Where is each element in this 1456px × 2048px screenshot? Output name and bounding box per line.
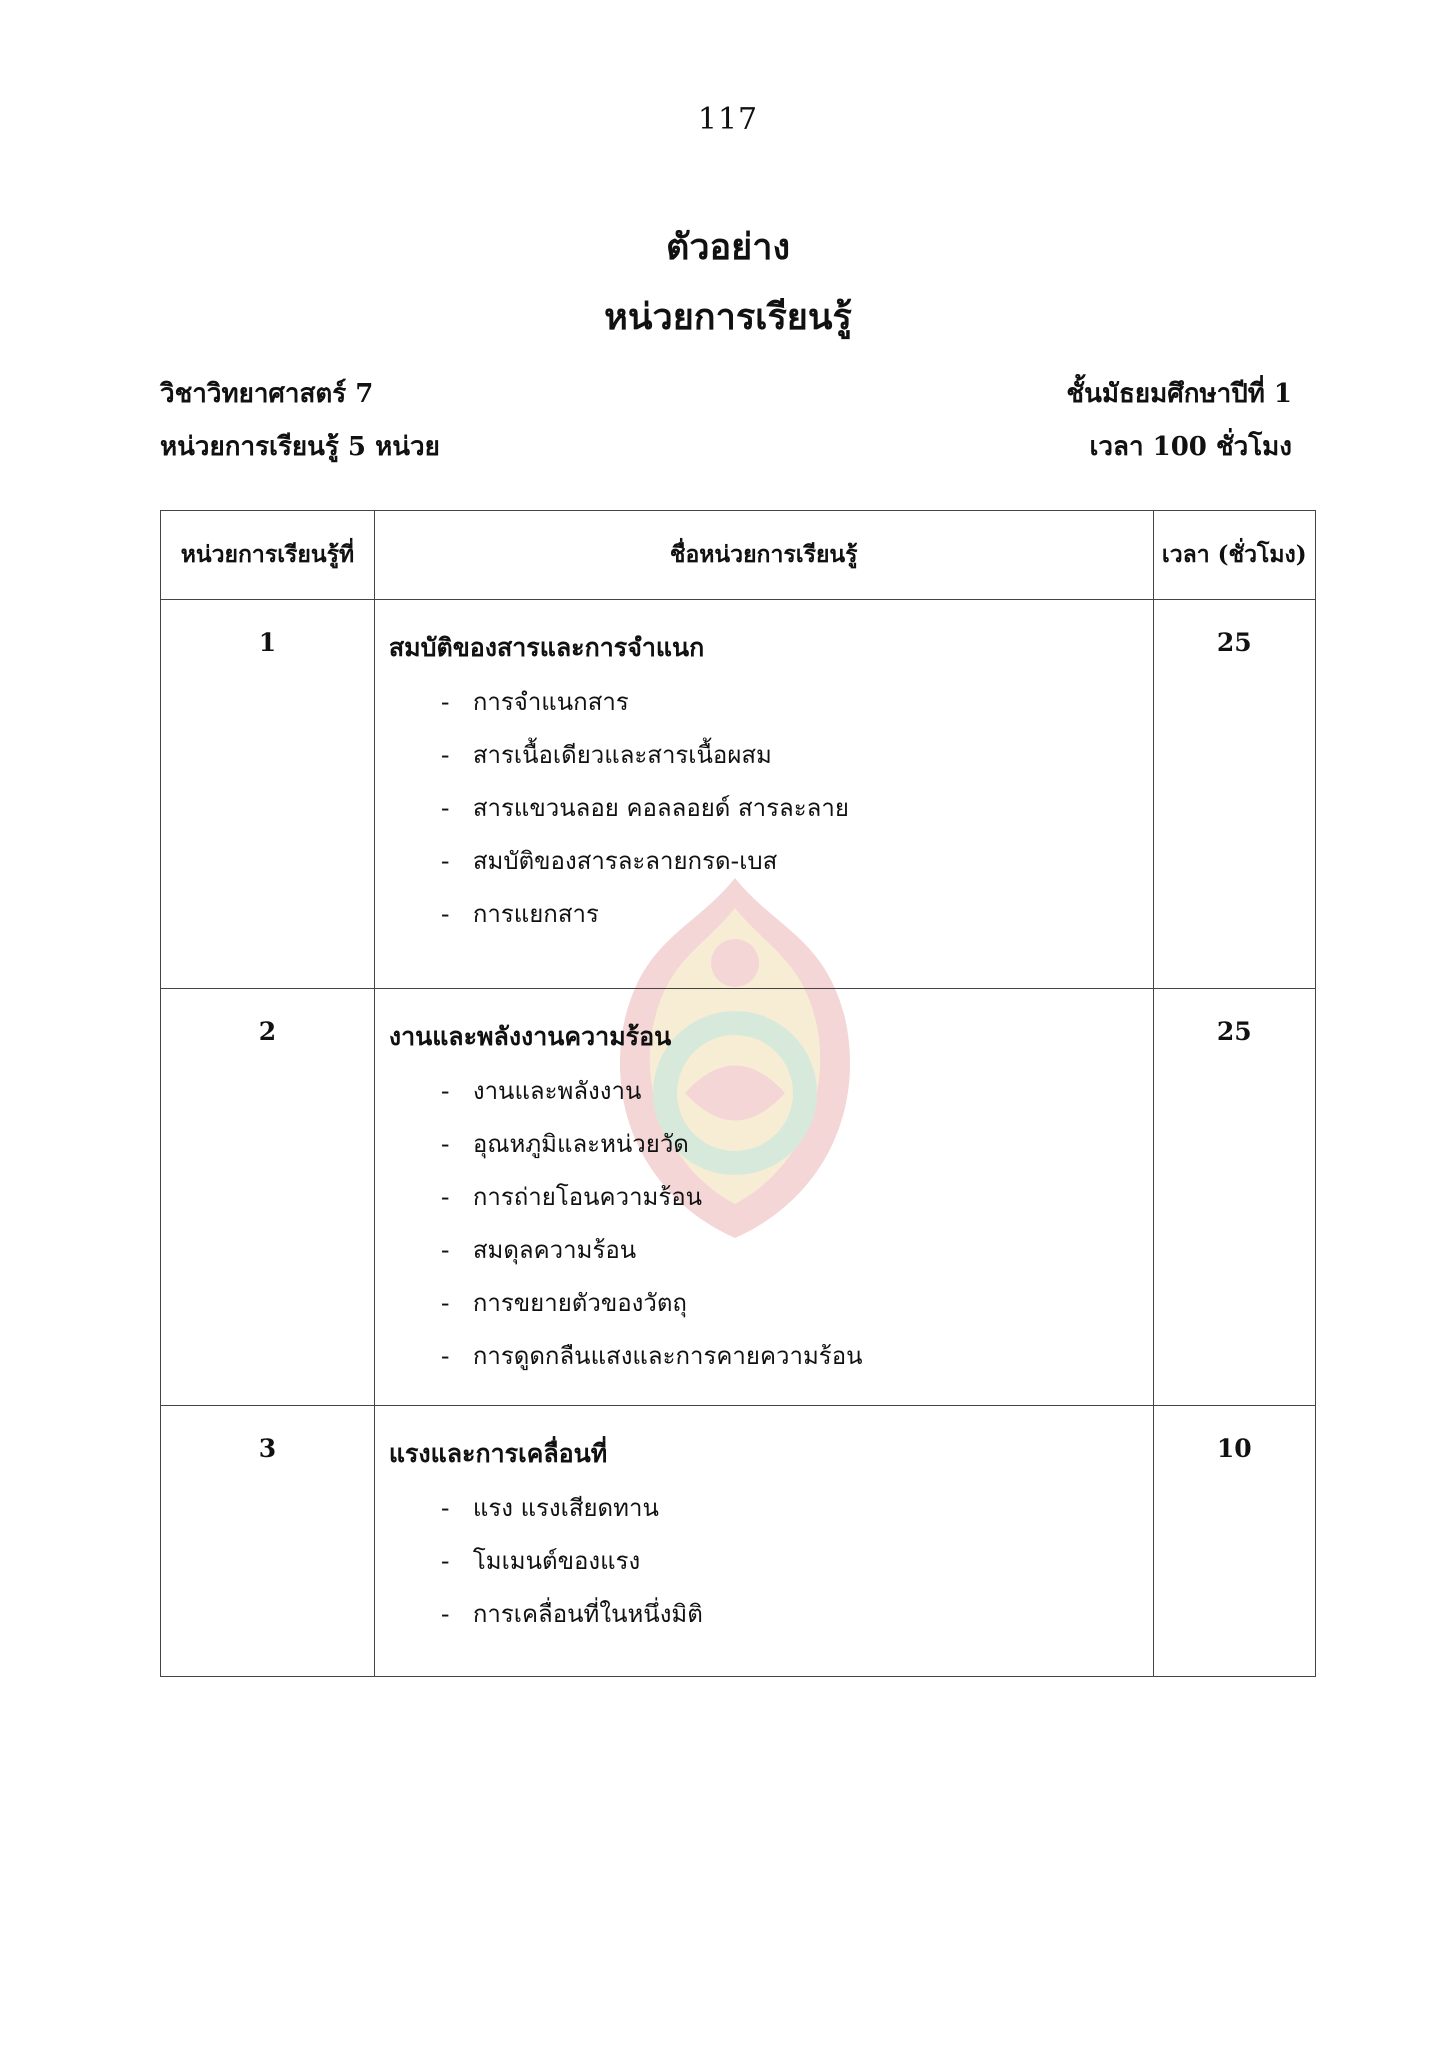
unit-title: สมบัติของสารและการจำแนก <box>388 633 705 662</box>
list-item <box>441 682 1141 735</box>
list-item <box>441 1594 1141 1647</box>
unit-cell <box>374 600 1153 989</box>
topic-text: สมดุลความร้อน <box>472 1236 637 1264</box>
bullet-dash: - <box>440 847 450 875</box>
list-item <box>441 894 1141 947</box>
topic-text: สารแขวนลอย คอลลอยด์ สารละลาย <box>472 794 849 822</box>
topic-text: โมเมนต์ของแรง <box>472 1547 641 1575</box>
bullet-dash: - <box>440 794 450 822</box>
bullet-dash: - <box>440 1342 450 1370</box>
unit-number: 2 <box>161 989 375 1406</box>
topic-text: การแยกสาร <box>472 900 599 928</box>
list-item <box>441 1336 1141 1389</box>
unit-cell <box>374 989 1153 1406</box>
total-time-label: เวลา 100 ชั่วโมง <box>1089 432 1292 462</box>
unit-cell <box>374 1406 1153 1677</box>
topic-list <box>389 1071 1141 1389</box>
table-header-row <box>161 511 1316 600</box>
list-item <box>441 735 1141 788</box>
bullet-dash: - <box>440 1289 450 1317</box>
header-hours: เวลา (ชั่วโมง) <box>1153 511 1316 600</box>
unit-number: 3 <box>161 1406 375 1677</box>
list-item <box>441 1283 1141 1336</box>
header-unit-name: ชื่อหน่วยการเรียนรู้ <box>374 511 1153 600</box>
list-item <box>441 1177 1141 1230</box>
list-item <box>441 1488 1141 1541</box>
topic-text: อุณหภูมิและหน่วยวัด <box>472 1130 689 1158</box>
topic-text: สารเนื้อเดียวและสารเนื้อผสม <box>472 741 772 769</box>
bullet-dash: - <box>440 1600 450 1628</box>
topic-list <box>389 1488 1141 1647</box>
list-item <box>441 1541 1141 1594</box>
subject-label: วิชาวิทยาศาสตร์ 7 <box>160 379 374 409</box>
topic-text: แรง แรงเสียดทาน <box>472 1494 659 1522</box>
header-unit-no: หน่วยการเรียนรู้ที่ <box>161 511 375 600</box>
unit-number: 1 <box>161 600 375 989</box>
unit-hours: 10 <box>1153 1406 1316 1677</box>
unit-title: แรงและการเคลื่อนที่ <box>388 1439 608 1468</box>
table-row <box>161 1406 1316 1677</box>
topic-text: การจำแนกสาร <box>472 688 629 716</box>
bullet-dash: - <box>440 1494 450 1522</box>
bullet-dash: - <box>440 1547 450 1575</box>
topic-text: การถ่ายโอนความร้อน <box>472 1183 703 1211</box>
topic-text: การขยายตัวของวัตถุ <box>472 1289 687 1317</box>
topic-text: งานและพลังงาน <box>472 1077 642 1105</box>
list-item <box>441 1071 1141 1124</box>
grade-label: ชั้นมัธยมศึกษาปีที่ 1 <box>1066 379 1292 409</box>
topic-text: การดูดกลืนแสงและการคายความร้อน <box>472 1342 863 1370</box>
table-row <box>161 989 1316 1406</box>
page-subtitle: หน่วยการเรียนรู้ <box>604 296 852 338</box>
unit-title: งานและพลังงานความร้อน <box>388 1022 672 1051</box>
list-item <box>441 1124 1141 1177</box>
page-number: 117 <box>697 102 759 137</box>
unit-hours: 25 <box>1153 600 1316 989</box>
units-count-label: หน่วยการเรียนรู้ 5 หน่วย <box>160 432 440 462</box>
topic-text: สมบัติของสารละลายกรด-เบส <box>472 847 778 875</box>
bullet-dash: - <box>440 688 450 716</box>
unit-hours: 25 <box>1153 989 1316 1406</box>
bullet-dash: - <box>440 1183 450 1211</box>
topic-list <box>389 682 1141 947</box>
page-title: ตัวอย่าง <box>665 226 791 268</box>
list-item <box>441 1230 1141 1283</box>
list-item <box>441 841 1141 894</box>
bullet-dash: - <box>440 741 450 769</box>
table-row <box>161 600 1316 989</box>
bullet-dash: - <box>440 900 450 928</box>
bullet-dash: - <box>440 1236 450 1264</box>
bullet-dash: - <box>440 1130 450 1158</box>
units-table <box>160 510 1316 1677</box>
list-item <box>441 788 1141 841</box>
bullet-dash: - <box>440 1077 450 1105</box>
topic-text: การเคลื่อนที่ในหนึ่งมิติ <box>472 1600 703 1628</box>
